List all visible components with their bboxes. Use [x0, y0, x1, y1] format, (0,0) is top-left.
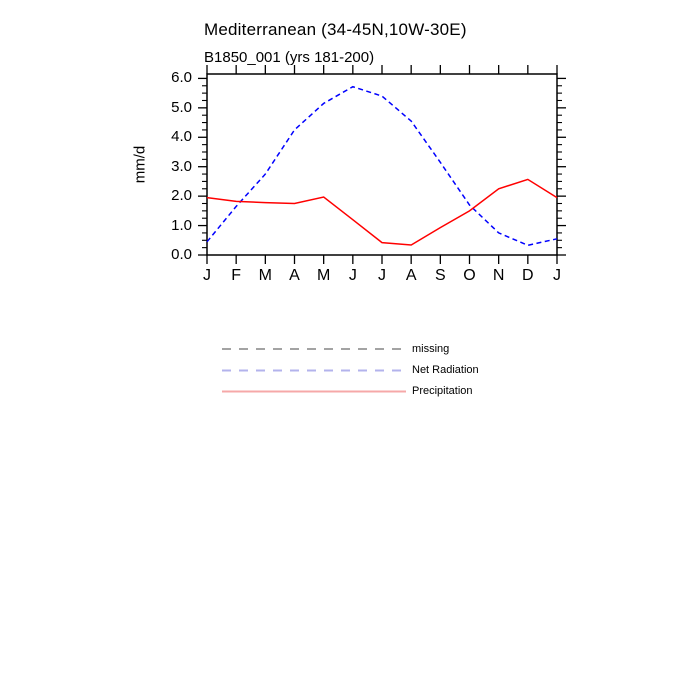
- legend-label-missing: missing: [412, 342, 450, 355]
- series-line-precipitation: [207, 179, 557, 245]
- y-tick-label: 3.0: [171, 157, 192, 175]
- legend-label-precipitation: Precipitation: [412, 385, 473, 397]
- y-tick-label: 1.0: [171, 216, 192, 234]
- legend-label-net-radiation: Net Radiation: [412, 364, 479, 376]
- x-tick-label: D: [522, 267, 534, 284]
- chart-subtitle: B1850_001 (yrs 181-200): [204, 49, 375, 66]
- x-tick-label: J: [378, 267, 386, 284]
- y-tick-label: 0.0: [171, 246, 192, 263]
- x-tick-label: O: [463, 267, 476, 284]
- y-tick-label: 6.0: [171, 69, 192, 87]
- y-tick-label: 5.0: [171, 98, 192, 116]
- y-tick-label: 2.0: [171, 187, 192, 205]
- x-tick-label: F: [231, 267, 242, 284]
- y-tick-label: 4.0: [171, 128, 192, 146]
- series-line-net-radiation: [207, 87, 557, 246]
- x-tick-label: J: [203, 267, 211, 284]
- x-tick-label: A: [405, 267, 417, 284]
- x-tick-label: J: [348, 267, 357, 284]
- x-tick-label: S: [434, 267, 446, 284]
- x-tick-label: N: [492, 267, 505, 284]
- plot-box: [207, 74, 557, 255]
- x-tick-label: M: [258, 267, 272, 284]
- x-tick-label: A: [289, 267, 300, 284]
- y-axis-label: mm/d: [131, 145, 149, 184]
- x-tick-label: M: [316, 267, 331, 284]
- chart-title: Mediterranean (34-45N,10W-30E): [204, 20, 467, 39]
- x-tick-label: J: [553, 267, 561, 284]
